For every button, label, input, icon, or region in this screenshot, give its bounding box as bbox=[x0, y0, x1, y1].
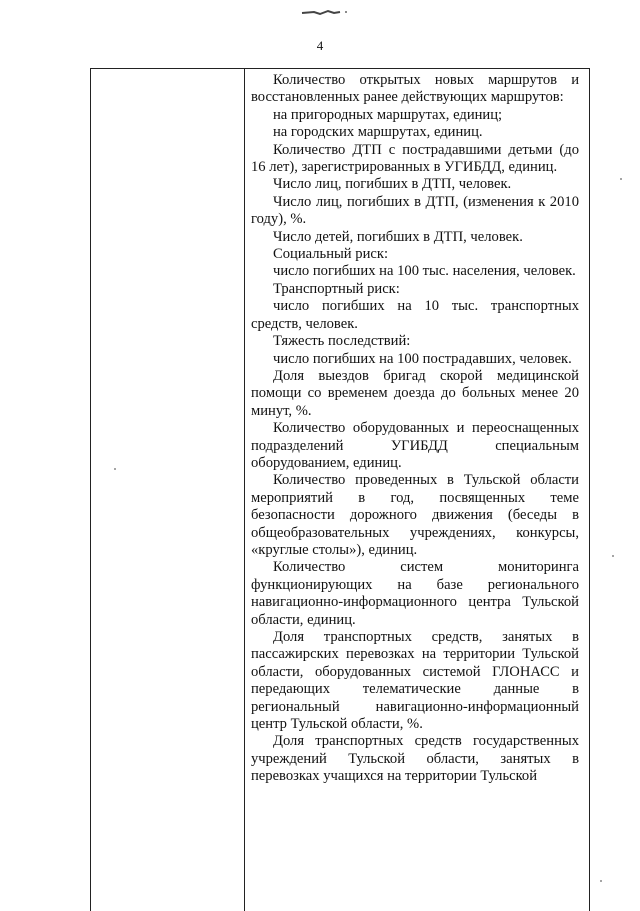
scan-speck bbox=[612, 555, 614, 557]
indicators-cell bbox=[251, 69, 579, 911]
paragraph: Количество систем мониторинга функционирующих на базе регионального навигационно-информационного центра Тульской области, единиц. bbox=[251, 559, 579, 628]
paragraph: Количество открытых новых маршрутов и восстановленных ранее действующих маршрутов: bbox=[251, 72, 579, 106]
paragraph: число погибших на 100 пострадавших, человек. bbox=[273, 350, 572, 367]
paragraph: Количество проведенных в Тульской области мероприятий в год, посвященных теме безопасности дорожного движения (беседы в общеобразовательных учреждениях, конкурсы, «круглые столы»), единиц. bbox=[251, 472, 579, 558]
paragraph: число погибших на 10 тыс. транспортных средств, человек. bbox=[251, 298, 579, 332]
paragraph: Доля выездов бригад скорой медицинской помощи со временем доезда до больных менее 20 минут, %. bbox=[251, 367, 579, 419]
paragraph: Число лиц, погибших в ДТП, (изменения к 2010 году), %. bbox=[251, 193, 579, 228]
scan-speck bbox=[114, 468, 116, 470]
paragraph: Социальный риск: bbox=[273, 246, 388, 263]
indicator-table bbox=[90, 68, 590, 911]
page-number: 4 bbox=[316, 38, 324, 53]
paragraph: Транспортный риск: bbox=[273, 280, 400, 297]
column-divider bbox=[244, 69, 245, 911]
paragraph: Количество ДТП с пострадавшими детьми (до 16 лет), зарегистрированных в УГИБДД, единиц. bbox=[251, 141, 579, 176]
paragraph: на городских маршрутах, единиц. bbox=[273, 124, 483, 141]
scan-mark bbox=[300, 8, 350, 16]
left-column-cell bbox=[91, 69, 244, 911]
paragraph: Тяжесть последствий: bbox=[273, 333, 411, 350]
scan-speck bbox=[620, 178, 622, 180]
paragraph: Доля транспортных средств государственных учреждений Тульской области, занятых в перевозках учащихся на территории Тульской bbox=[251, 733, 579, 785]
paragraph: на пригородных маршрутах, единиц; bbox=[273, 106, 503, 123]
paragraph: Доля транспортных средств, занятых в пассажирских перевозках на территории Тульской области, оборудованных системой ГЛОНАСС и передающих телематические данные в региональный навигационно-информационный центр Тульской области, %. bbox=[251, 629, 579, 733]
paragraph: Количество оборудованных и переоснащенных подразделений УГИБДД специальным оборудованием, единиц. bbox=[251, 420, 579, 471]
paragraph: Число детей, погибших в ДТП, человек. bbox=[273, 228, 523, 245]
paragraph: Число лиц, погибших в ДТП, человек. bbox=[273, 176, 512, 193]
paragraph: число погибших на 100 тыс. населения, человек. bbox=[273, 263, 576, 280]
scan-speck bbox=[600, 880, 602, 882]
